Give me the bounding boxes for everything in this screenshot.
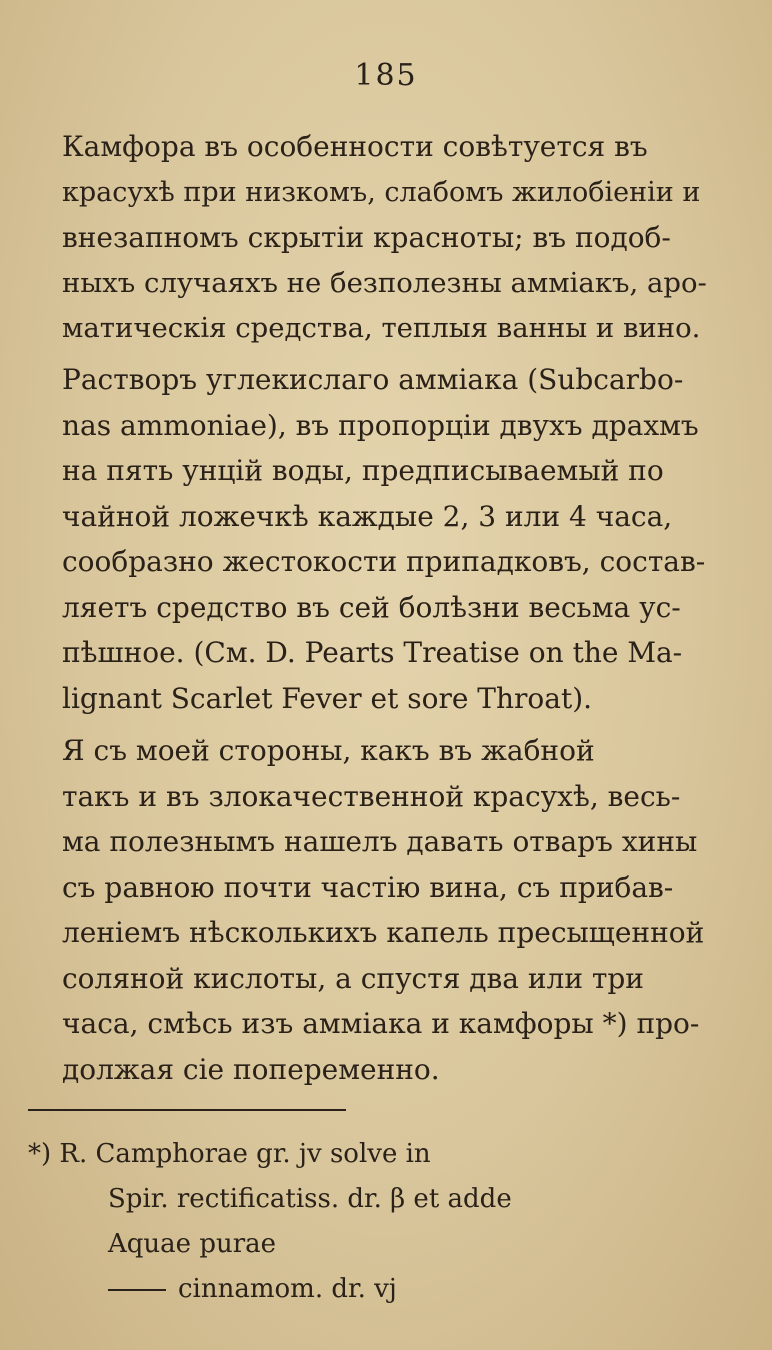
paragraph-3 bbox=[62, 728, 708, 1092]
text-line: соляной кислоты, а спустя два или три bbox=[62, 961, 644, 995]
text-line: такъ и въ злокачественной красухѣ, весь- bbox=[62, 779, 681, 813]
text-line: матическiя средства, теплыя ванны и вино. bbox=[62, 312, 701, 344]
footnote-line: Spir. rectificatiss. dr. β et adde bbox=[108, 1184, 512, 1214]
text-line: на пять унцій воды, предписываемый по bbox=[62, 454, 664, 487]
text-line: съ равною почти частію вина, съ прибав- bbox=[62, 870, 674, 904]
page-number: 185 bbox=[354, 58, 418, 93]
text-line: ныхъ случаяхъ не безполезны аммiакъ, аро- bbox=[62, 266, 707, 299]
text-line: ляетъ средство въ сей болѣзни весьма ус- bbox=[62, 590, 681, 624]
text-line: пѣшное. (См. D. Pearts Treatise on the Ma- bbox=[62, 636, 683, 669]
footnote-line-text: cinnamom. dr. vj bbox=[178, 1274, 397, 1304]
paragraph-1 bbox=[62, 124, 708, 352]
footnote-line-4 bbox=[28, 1267, 728, 1312]
text-line: Я съ моей стороны, какъ въ жабной bbox=[62, 734, 595, 767]
footnote-line: *) R. Camphorae gr. jv solve in bbox=[28, 1139, 431, 1169]
text-line: lignant Scarlet Fever et sore Throat). bbox=[62, 681, 593, 715]
text-line: сообразно жестокости припадковъ, состав- bbox=[62, 545, 706, 578]
footnote-divider bbox=[28, 1109, 346, 1111]
footnote bbox=[28, 1132, 728, 1312]
text-line: чайной ложечкѣ каждые 2, 3 или 4 часа, bbox=[62, 499, 673, 533]
text-line: Камфора въ особенности совѣтуется въ bbox=[62, 130, 648, 163]
text-line: Растворъ углекислаго аммiака (Subcarbo- bbox=[62, 363, 684, 396]
text-line: леніемъ нѣсколькихъ капель пресыщенной bbox=[62, 916, 705, 949]
text-line: часа, смѣсь изъ аммiака и камфоры *) про- bbox=[62, 1007, 700, 1040]
text-line: nas ammoniae), въ пропорціи двухъ драхмъ bbox=[62, 408, 699, 442]
text-line: должая сіе попеременно. bbox=[62, 1052, 440, 1086]
text-line: ма полезнымъ нашелъ давать отваръ хины bbox=[62, 825, 698, 858]
text-line: красухѣ при низкомъ, слабомъ жилобіеніи и bbox=[62, 176, 701, 208]
ditto-dash bbox=[108, 1289, 166, 1291]
text-line: внезапномъ скрытіи красноты; въ подоб- bbox=[62, 221, 671, 254]
footnote-line: Aquae purae bbox=[108, 1229, 277, 1259]
paragraph-2 bbox=[62, 357, 708, 721]
